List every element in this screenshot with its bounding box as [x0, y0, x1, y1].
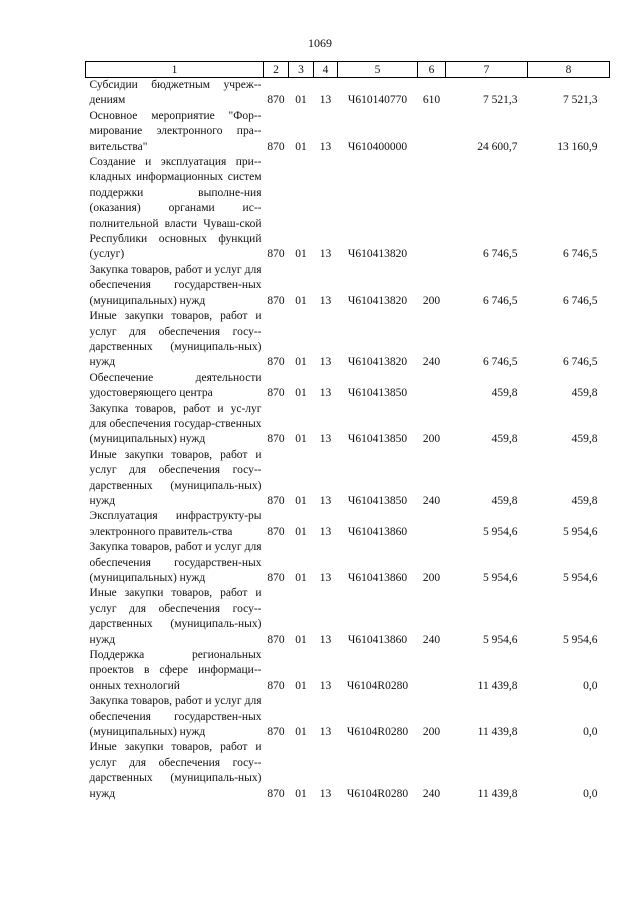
expense-type-cell: 240	[422, 633, 441, 646]
amount-1-cell: 11 439,8	[477, 679, 518, 692]
amount-2-cell: 5 954,6	[563, 525, 598, 538]
expense-type-cell	[418, 155, 446, 263]
header-col-5: 5	[338, 62, 418, 78]
row-name-cell: Иные закупки товаров, работ и услуг для обеспечения госу-дарственных (муниципаль-ных) нужд	[89, 310, 262, 369]
amount-1-cell: 5 954,6	[483, 572, 518, 584]
section-code-cell: 01	[295, 525, 307, 538]
subsection-code-cell: 13	[319, 494, 332, 507]
table-row	[86, 402, 610, 448]
subsection-code-cell: 13	[319, 387, 332, 400]
expense-type-cell	[418, 109, 446, 155]
target-article-cell: Ч610413820	[347, 294, 408, 307]
header-col-3: 3	[289, 62, 314, 78]
table-row	[86, 509, 610, 540]
section-code-cell: 01	[295, 356, 307, 369]
row-name-cell: Создание и эксплуатация при-кладных информационных систем поддержки выполне-ния (оказания) органами ис-полнительной власти Чуваш-ской Республики основных функций (услуг)	[89, 156, 262, 261]
table-row	[86, 263, 610, 309]
table-row	[86, 540, 610, 586]
target-article-cell: Ч610413820	[347, 356, 408, 369]
header-col-6: 6	[418, 62, 446, 78]
amount-1-cell: 5 954,6	[483, 525, 518, 538]
page-number: 1069	[308, 36, 332, 50]
header-col-1: 1	[86, 62, 264, 78]
row-name-cell: Поддержка региональных проектов в сфере информаци-онных технологий	[89, 649, 262, 692]
header-col-7: 7	[446, 62, 528, 78]
amount-2-cell: 0,0	[583, 726, 598, 739]
amount-1-cell: 11 439,8	[477, 787, 518, 800]
ministry-code-cell: 870	[267, 387, 285, 400]
table-row	[86, 586, 610, 648]
row-name-cell: Иные закупки товаров, работ и услуг для обеспечения госу-дарственных (муниципаль-ных) нужд	[89, 587, 262, 646]
amount-1-cell: 459,8	[491, 387, 518, 400]
row-name-cell: Обеспечение деятельности удостоверяющего центра	[89, 371, 262, 400]
subsection-code-cell: 13	[319, 679, 332, 692]
ministry-code-cell: 870	[267, 140, 285, 153]
expense-type-cell: 240	[422, 787, 441, 800]
amount-2-cell: 6 746,5	[563, 356, 598, 369]
ministry-code-cell: 870	[267, 679, 285, 692]
section-code-cell: 01	[295, 787, 307, 800]
ministry-code-cell: 870	[267, 787, 285, 800]
expense-type-cell: 200	[422, 726, 441, 739]
amount-2-cell: 0,0	[583, 679, 598, 692]
table-row	[86, 740, 610, 802]
table-row	[86, 109, 610, 155]
ministry-code-cell: 870	[267, 356, 285, 369]
expense-type-cell: 200	[422, 433, 441, 446]
expense-type-cell	[418, 648, 446, 694]
subsection-code-cell: 13	[319, 726, 332, 739]
amount-1-cell: 459,8	[491, 494, 518, 507]
table-row	[86, 448, 610, 510]
target-article-cell: Ч610400000	[347, 140, 408, 153]
header-col-4: 4	[314, 62, 338, 78]
amount-1-cell: 7 521,3	[483, 94, 518, 107]
amount-2-cell: 5 954,6	[563, 572, 598, 584]
amount-1-cell: 5 954,6	[483, 633, 518, 646]
target-article-cell: Ч610140770	[347, 94, 408, 107]
target-article-cell: Ч610413860	[347, 525, 408, 538]
ministry-code-cell: 870	[267, 294, 285, 307]
subsection-code-cell: 13	[319, 294, 332, 307]
table-row	[86, 78, 610, 109]
row-name-cell: Основное мероприятие "Фор-мирование электронного пра-вительства"	[89, 109, 262, 153]
budget-table	[85, 61, 610, 802]
expense-type-cell	[418, 509, 446, 540]
header-row	[86, 62, 610, 78]
target-article-cell: Ч610413820	[347, 248, 408, 261]
row-name-cell: Закупка товаров, работ и услуг для обеспечения государствен-ных (муниципальных) нужд	[89, 541, 262, 584]
subsection-code-cell: 13	[319, 433, 332, 446]
subsection-code-cell: 13	[319, 787, 332, 800]
target-article-cell: Ч610413860	[347, 572, 408, 584]
amount-2-cell: 6 746,5	[563, 248, 598, 261]
amount-1-cell: 6 746,5	[483, 248, 518, 261]
subsection-code-cell: 13	[319, 248, 332, 261]
section-code-cell: 01	[295, 433, 307, 446]
table-row	[86, 694, 610, 740]
table-row	[86, 371, 610, 402]
target-article-cell: Ч610413850	[347, 387, 408, 400]
target-article-cell: Ч6104R0280	[346, 787, 409, 800]
table-row	[86, 155, 610, 263]
ministry-code-cell: 870	[267, 525, 285, 538]
amount-2-cell: 13 160,9	[557, 140, 598, 153]
amount-2-cell: 459,8	[571, 433, 598, 446]
target-article-cell: Ч610413850	[347, 494, 408, 507]
section-code-cell: 01	[295, 94, 307, 107]
section-code-cell: 01	[295, 633, 307, 646]
expense-type-cell	[418, 371, 446, 402]
row-name-cell: Закупка товаров, работ и ус-луг для обеспечения государ-ственных (муниципальных) нужд	[89, 402, 262, 446]
target-article-cell: Ч6104R0280	[346, 726, 409, 739]
row-name-cell: Иные закупки товаров, работ и услуг для обеспечения госу-дарственных (муниципаль-ных) нужд	[89, 741, 262, 800]
subsection-code-cell: 13	[319, 140, 332, 153]
expense-type-cell: 200	[422, 572, 441, 584]
row-name-cell: Иные закупки товаров, работ и услуг для обеспечения госу-дарственных (муниципаль-ных) нужд	[89, 448, 262, 507]
target-article-cell: Ч6104R0280	[346, 679, 409, 692]
subsection-code-cell: 13	[319, 525, 332, 538]
section-code-cell: 01	[295, 679, 307, 692]
ministry-code-cell: 870	[267, 494, 285, 507]
row-name-cell: Закупка товаров, работ и услуг для обеспечения государствен-ных (муниципальных) нужд	[89, 695, 262, 739]
table-row	[86, 648, 610, 694]
ministry-code-cell: 870	[267, 433, 285, 446]
amount-1-cell: 459,8	[491, 433, 518, 446]
expense-type-cell: 200	[422, 294, 441, 307]
section-code-cell: 01	[295, 294, 307, 307]
target-article-cell: Ч610413860	[347, 633, 408, 646]
header-col-2: 2	[264, 62, 289, 78]
section-code-cell: 01	[295, 572, 307, 584]
amount-2-cell: 6 746,5	[563, 294, 598, 307]
ministry-code-cell: 870	[267, 726, 285, 739]
section-code-cell: 01	[295, 726, 307, 739]
row-name-cell: Субсидии бюджетным учреж-дениям	[89, 79, 262, 107]
section-code-cell: 01	[295, 387, 307, 400]
header-col-8: 8	[528, 62, 610, 78]
section-code-cell: 01	[295, 140, 307, 153]
ministry-code-cell: 870	[267, 633, 285, 646]
subsection-code-cell: 13	[319, 356, 332, 369]
amount-2-cell: 459,8	[571, 494, 598, 507]
subsection-code-cell: 13	[319, 94, 332, 107]
amount-1-cell: 6 746,5	[483, 356, 518, 369]
expense-type-cell: 240	[422, 356, 441, 369]
table-row	[86, 309, 610, 371]
amount-1-cell: 11 439,8	[477, 726, 518, 739]
section-code-cell: 01	[295, 494, 307, 507]
row-name-cell: Закупка товаров, работ и услуг для обеспечения государствен-ных (муниципальных) нужд	[89, 263, 262, 307]
ministry-code-cell: 870	[267, 572, 285, 584]
amount-2-cell: 0,0	[583, 787, 598, 800]
subsection-code-cell: 13	[319, 633, 332, 646]
ministry-code-cell: 870	[267, 248, 285, 261]
expense-type-cell: 610	[422, 94, 441, 107]
amount-2-cell: 5 954,6	[563, 633, 598, 646]
row-name-cell: Эксплуатация инфраструкту-ры электронного правитель-ства	[89, 510, 262, 538]
amount-1-cell: 24 600,7	[477, 140, 518, 153]
section-code-cell: 01	[295, 248, 307, 261]
subsection-code-cell: 13	[319, 572, 332, 584]
target-article-cell: Ч610413850	[347, 433, 408, 446]
amount-2-cell: 7 521,3	[563, 94, 598, 107]
expense-type-cell: 240	[422, 494, 441, 507]
ministry-code-cell: 870	[267, 94, 285, 107]
amount-2-cell: 459,8	[571, 387, 598, 400]
amount-1-cell: 6 746,5	[483, 294, 518, 307]
